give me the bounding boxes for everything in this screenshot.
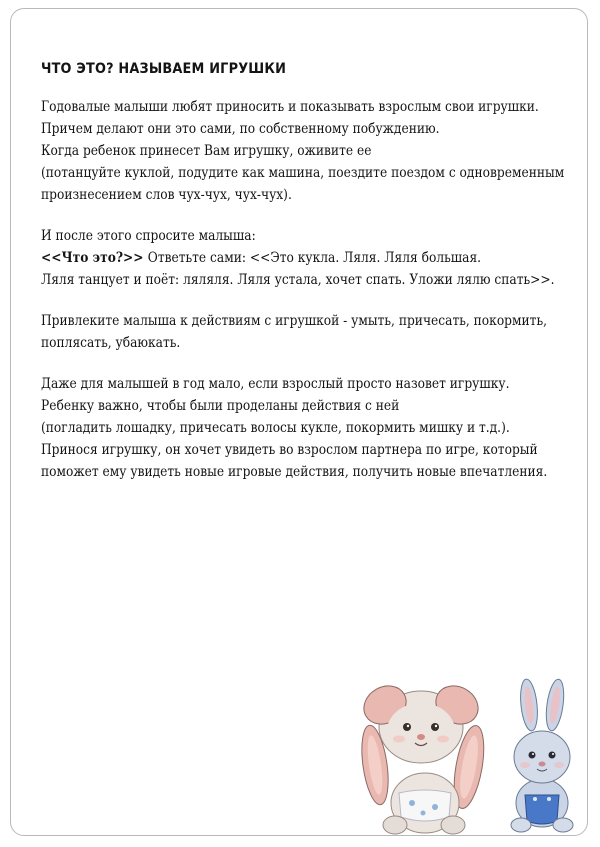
text-line: Даже для малышей в год мало, если взрослый просто назовет игрушку. bbox=[41, 376, 510, 392]
paragraph-partner bbox=[41, 373, 588, 483]
text-line: произнесением слов чух-чух, чух-чух). bbox=[41, 187, 292, 203]
question-phrase: <<Что это?>> bbox=[41, 250, 148, 266]
text-line: И после этого спросите малыша: bbox=[41, 228, 256, 244]
text-line: поможет ему увидеть новые игровые действия, получить новые впечатления. bbox=[41, 464, 548, 480]
blue-bunny-icon bbox=[511, 678, 573, 832]
text-line: Ребенку важно, чтобы были проделаны действия с ней bbox=[41, 398, 400, 414]
text-line: (потанцуйте куклой, подудите как машина, поездите поездом с одновременным bbox=[41, 165, 565, 181]
text-line: Причем делают они это сами, по собственному побуждению. bbox=[41, 121, 440, 137]
text-line: Принося игрушку, он хочет увидеть во взрослом партнера по игре, который bbox=[41, 442, 538, 458]
page-card bbox=[10, 8, 588, 836]
text-line: Привлеките малыша к действиям с игрушкой - умыть, причесать, покормить, bbox=[41, 313, 548, 329]
paragraph-question bbox=[41, 225, 588, 291]
text-line bbox=[41, 247, 534, 269]
paragraph-intro bbox=[41, 96, 588, 206]
text-line: поплясать, убаюкать. bbox=[41, 335, 181, 351]
text-line: Ляля танцует и поёт: ляляля. Ляля устала, хочет спать. Уложи лялю спать>>. bbox=[41, 272, 555, 288]
pink-bunny-icon bbox=[357, 678, 489, 834]
text-line: Когда ребенок принесет Вам игрушку, оживите ее bbox=[41, 143, 372, 159]
paragraph-actions bbox=[41, 310, 588, 354]
page-title: ЧТО ЭТО? НАЗЫВАЕМ ИГРУШКИ bbox=[41, 61, 287, 77]
text-line: Годовалые малыши любят приносить и показывать взрослым свои игрушки. bbox=[41, 99, 539, 115]
text-line: (погладить лошадку, причесать волосы кукле, покормить мишку и т.д.). bbox=[41, 420, 510, 436]
page-content bbox=[41, 61, 588, 502]
answer-phrase: Ответьте сами: <<Это кукла. Ляля. Ляля большая. bbox=[147, 250, 482, 266]
bunny-toys-illustration bbox=[357, 675, 587, 835]
